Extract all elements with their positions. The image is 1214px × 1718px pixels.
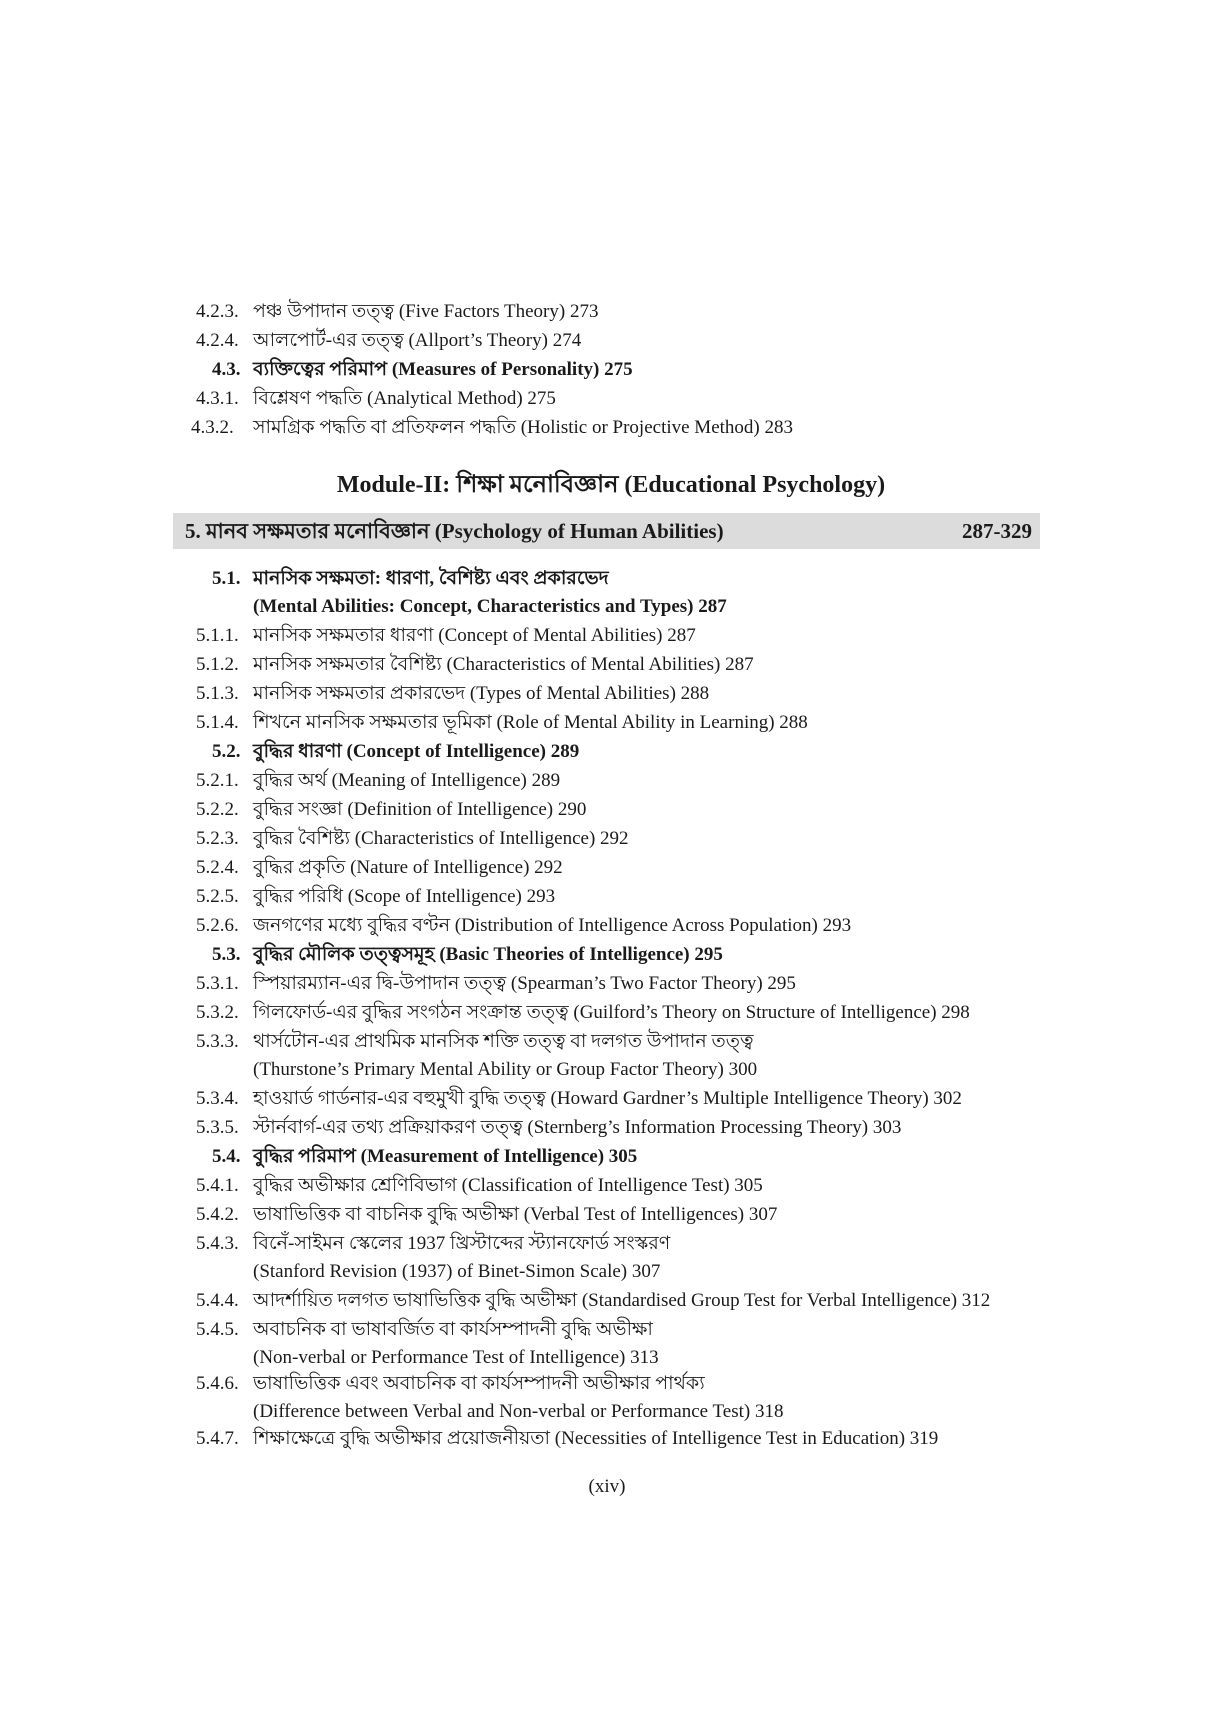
toc-entry-number: 4.3.: [212, 359, 241, 380]
toc-entry-number: 5.4.1.: [196, 1175, 239, 1196]
toc-entry-text: হাওয়ার্ড গার্ডনার-এর বহুমুখী বুদ্ধি তত্ত্ব (Howard Gardner’s Multiple Intelligence Theory) 302: [253, 1088, 962, 1109]
toc-entry-text: ভাষাভিত্তিক এবং অবাচনিক বা কার্যসম্পাদনী অভীক্ষার পার্থক্য: [253, 1373, 705, 1394]
toc-entry-number: 5.4.3.: [196, 1233, 239, 1254]
toc-entry-text: মানসিক সক্ষমতার ধারণা (Concept of Mental Abilities) 287: [253, 625, 696, 646]
toc-entry-text: বুদ্ধির অর্থ (Meaning of Intelligence) 289: [253, 770, 561, 791]
toc-entry-number: 5.1.2.: [196, 654, 239, 675]
toc-entry-number: 5.4.2.: [196, 1204, 239, 1225]
toc-entry-number: 4.3.2.: [191, 417, 234, 438]
toc-entry-text: পঞ্চ উপাদান তত্ত্ব (Five Factors Theory) 273: [253, 301, 599, 322]
toc-entry-number: 4.2.4.: [196, 330, 239, 351]
toc-entry-number: 5.4.6.: [196, 1373, 239, 1394]
toc-entry-text: থার্সটোন-এর প্রাথমিক মানসিক শক্তি তত্ত্ব বা দলগত উপাদান তত্ত্ব: [253, 1031, 754, 1052]
chapter-page-range: 287-329: [962, 519, 1032, 543]
toc-entry-text: বিশ্লেষণ পদ্ধতি (Analytical Method) 275: [253, 388, 556, 409]
toc-entry-text: বিনেঁ-সাইমন স্কেলের 1937 খ্রিস্টাব্দের স্ট্যানফোর্ড সংস্করণ: [253, 1233, 671, 1254]
toc-entry-text: (Difference between Verbal and Non-verbal or Performance Test) 318: [253, 1401, 784, 1422]
toc-entry-text: স্পিয়ারম্যান-এর দ্বি-উপাদান তত্ত্ব (Spearman’s Two Factor Theory) 295: [253, 973, 796, 994]
toc-entry-number: 5.3.: [212, 944, 241, 965]
toc-entry-text: শিক্ষাক্ষেত্রে বুদ্ধি অভীক্ষার প্রয়োজনীয়তা (Necessities of Intelligence Test in Education) 319: [253, 1428, 939, 1449]
page-number-text: (xiv): [588, 1476, 626, 1497]
chapter-heading-band: [173, 513, 1040, 549]
toc-entry-number: 5.4.4.: [196, 1290, 239, 1311]
toc-entry-text: বুদ্ধির পরিমাপ (Measurement of Intelligence) 305: [253, 1146, 638, 1167]
toc-entry-text: ব্যক্তিত্বের পরিমাপ (Measures of Personality) 275: [253, 359, 633, 380]
toc-entry-text: (Mental Abilities: Concept, Characteristics and Types) 287: [253, 596, 727, 617]
toc-entry-text: ভাষাভিত্তিক বা বাচনিক বুদ্ধি অভীক্ষা (Verbal Test of Intelligences) 307: [253, 1204, 778, 1225]
chapter-title: 5. মানব সক্ষমতার মনোবিজ্ঞান (Psychology of Human Abilities): [185, 519, 724, 543]
toc-entry-number: 5.1.: [212, 568, 241, 589]
toc-entry-text: বুদ্ধির অভীক্ষার শ্রেণিবিভাগ (Classification of Intelligence Test) 305: [253, 1175, 763, 1196]
toc-entry-text: মানসিক সক্ষমতার প্রকারভেদ (Types of Mental Abilities) 288: [253, 683, 710, 704]
toc-entry-number: 4.3.1.: [196, 388, 239, 409]
toc-entry-text: মানসিক সক্ষমতা: ধারণা, বৈশিষ্ট্য এবং প্রকারভেদ: [253, 568, 609, 589]
toc-entry-text: গিলফোর্ড-এর বুদ্ধির সংগঠন সংক্রান্ত তত্ত্ব (Guilford’s Theory on Structure of Intelligence) 298: [253, 1002, 970, 1023]
toc-entry-number: 5.3.4.: [196, 1088, 239, 1109]
toc-entry-number: 5.2.5.: [196, 886, 239, 907]
toc-entry-number: 5.2.3.: [196, 828, 239, 849]
toc-entry-number: 5.2.6.: [196, 915, 239, 936]
toc-entry-number: 5.3.1.: [196, 973, 239, 994]
toc-entry-number: 5.4.7.: [196, 1428, 239, 1449]
toc-entry-text: বুদ্ধির সংজ্ঞা (Definition of Intelligence) 290: [253, 799, 587, 820]
toc-entry-number: 5.3.5.: [196, 1117, 239, 1138]
toc-entry-text: জনগণের মধ্যে বুদ্ধির বণ্টন (Distribution of Intelligence Across Population) 293: [253, 915, 852, 936]
toc-entry-text: শিখনে মানসিক সক্ষমতার ভূমিকা (Role of Mental Ability in Learning) 288: [253, 712, 808, 733]
toc-entry-number: 4.2.3.: [196, 301, 239, 322]
toc-entry-number: 5.1.4.: [196, 712, 239, 733]
toc-entry-text: (Non-verbal or Performance Test of Intelligence) 313: [253, 1347, 659, 1368]
toc-entry-number: 5.3.2.: [196, 1002, 239, 1023]
module-title: Module-II: শিক্ষা মনোবিজ্ঞান (Educational Psychology): [336, 472, 886, 498]
toc-entry-text: (Thurstone’s Primary Mental Ability or Group Factor Theory) 300: [253, 1059, 758, 1080]
toc-entry-number: 5.2.: [212, 741, 241, 762]
toc-entry-number: 5.2.2.: [196, 799, 239, 820]
toc-entry-number: 5.2.1.: [196, 770, 239, 791]
toc-entry-text: (Stanford Revision (1937) of Binet-Simon Scale) 307: [253, 1261, 661, 1282]
toc-entry-text: বুদ্ধির পরিধি (Scope of Intelligence) 293: [253, 886, 556, 907]
toc-entry-number: 5.4.5.: [196, 1319, 239, 1340]
toc-entry-number: 5.1.3.: [196, 683, 239, 704]
toc-entry-text: অবাচনিক বা ভাষাবর্জিত বা কার্যসম্পাদনী বুদ্ধি অভীক্ষা: [253, 1319, 653, 1340]
page-number: [0, 1475, 1214, 1499]
toc-entry-text: বুদ্ধির প্রকৃতি (Nature of Intelligence) 292: [253, 857, 563, 878]
toc-entry-text: আদর্শায়িত দলগত ভাষাভিত্তিক বুদ্ধি অভীক্ষা (Standardised Group Test for Verbal Intelligence) 312: [253, 1290, 991, 1311]
toc-entry-text: বুদ্ধির মৌলিক তত্ত্বসমূহ (Basic Theories of Intelligence) 295: [253, 944, 723, 965]
toc-entry-number: 5.2.4.: [196, 857, 239, 878]
module-heading: [0, 470, 1214, 500]
toc-entry-number: 5.1.1.: [196, 625, 239, 646]
toc-entry-text: বুদ্ধির ধারণা (Concept of Intelligence) 289: [253, 741, 580, 762]
toc-entry-text: স্টার্নবার্গ-এর তথ্য প্রক্রিয়াকরণ তত্ত্ব (Sternberg’s Information Processing Theory) 303: [253, 1117, 902, 1138]
toc-entry-text: আলপোর্ট-এর তত্ত্ব (Allport’s Theory) 274: [253, 330, 582, 351]
toc-entry-text: বুদ্ধির বৈশিষ্ট্য (Characteristics of Intelligence) 292: [253, 828, 629, 849]
toc-entry-number: 5.3.3.: [196, 1031, 239, 1052]
toc-entry-text: সামগ্রিক পদ্ধতি বা প্রতিফলন পদ্ধতি (Holistic or Projective Method) 283: [253, 417, 793, 438]
toc-entry-number: 5.4.: [212, 1146, 241, 1167]
toc-entry-text: মানসিক সক্ষমতার বৈশিষ্ট্য (Characteristics of Mental Abilities) 287: [253, 654, 754, 675]
